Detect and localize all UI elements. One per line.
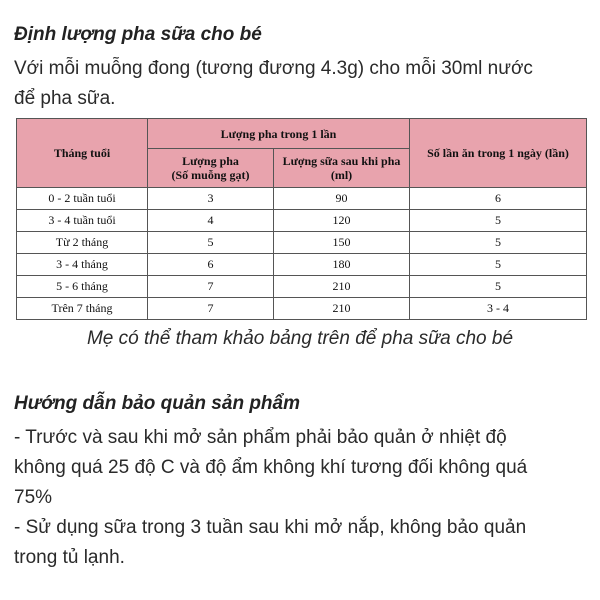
cell-ml: 120 — [274, 210, 410, 232]
header-ml-line: Lượng sữa sau khi pha — [282, 154, 401, 168]
header-age: Tháng tuổi — [17, 119, 148, 188]
header-scoops-line: (Số muỗng gạt) — [171, 168, 250, 182]
cell-scoops: 5 — [148, 232, 274, 254]
cell-feeds: 5 — [410, 254, 587, 276]
cell-age: Trên 7 tháng — [17, 298, 148, 320]
table-row — [17, 232, 587, 254]
cell-ml: 90 — [274, 188, 410, 210]
intro-line: để pha sữa. — [14, 88, 116, 109]
header-per-feed-group: Lượng pha trong 1 lần — [148, 119, 410, 149]
intro-line: Với mỗi muỗng đong (tương đương 4.3g) cho mỗi 30ml nước — [14, 58, 533, 79]
cell-feeds: 5 — [410, 276, 587, 298]
section-heading-storage: Hướng dẫn bảo quản sản phẩm — [14, 393, 301, 414]
table-caption: Mẹ có thể tham khảo bảng trên để pha sữa cho bé — [86, 328, 514, 349]
header-scoops-line: Lượng pha — [182, 154, 239, 168]
cell-feeds: 6 — [410, 188, 587, 210]
cell-feeds: 5 — [410, 210, 587, 232]
cell-ml: 210 — [274, 298, 410, 320]
storage-line: - Trước và sau khi mở sản phẩm phải bảo quản ở nhiệt độ — [14, 427, 507, 448]
cell-ml: 180 — [274, 254, 410, 276]
cell-scoops: 7 — [148, 298, 274, 320]
table-row — [17, 210, 587, 232]
cell-feeds: 5 — [410, 232, 587, 254]
storage-line: trong tủ lạnh. — [14, 547, 125, 568]
cell-scoops: 7 — [148, 276, 274, 298]
storage-line: 75% — [14, 487, 53, 508]
cell-age: 0 - 2 tuần tuổi — [17, 188, 148, 210]
table-row — [17, 298, 587, 320]
table-row — [17, 254, 587, 276]
storage-line: - Sử dụng sữa trong 3 tuần sau khi mở nắp, không bảo quản — [14, 517, 527, 538]
cell-age: Từ 2 tháng — [17, 232, 148, 254]
table-row — [17, 188, 587, 210]
cell-scoops: 4 — [148, 210, 274, 232]
cell-scoops: 6 — [148, 254, 274, 276]
dosage-table — [16, 118, 587, 320]
header-ml-line: (ml) — [330, 168, 353, 182]
table-row — [17, 276, 587, 298]
table-header-row — [17, 119, 587, 149]
cell-ml: 150 — [274, 232, 410, 254]
header-scoops — [148, 149, 274, 188]
cell-feeds: 3 - 4 — [410, 298, 587, 320]
section-heading-mixing: Định lượng pha sữa cho bé — [14, 24, 262, 45]
cell-scoops: 3 — [148, 188, 274, 210]
storage-line: không quá 25 độ C và độ ẩm không khí tương đối không quá — [14, 457, 528, 478]
storage-paragraph — [14, 423, 588, 573]
intro-paragraph — [14, 54, 588, 114]
header-ml — [274, 149, 410, 188]
cell-age: 5 - 6 tháng — [17, 276, 148, 298]
cell-ml: 210 — [274, 276, 410, 298]
cell-age: 3 - 4 tuần tuổi — [17, 210, 148, 232]
header-feeds-per-day: Số lần ăn trong 1 ngày (lần) — [410, 119, 587, 188]
cell-age: 3 - 4 tháng — [17, 254, 148, 276]
